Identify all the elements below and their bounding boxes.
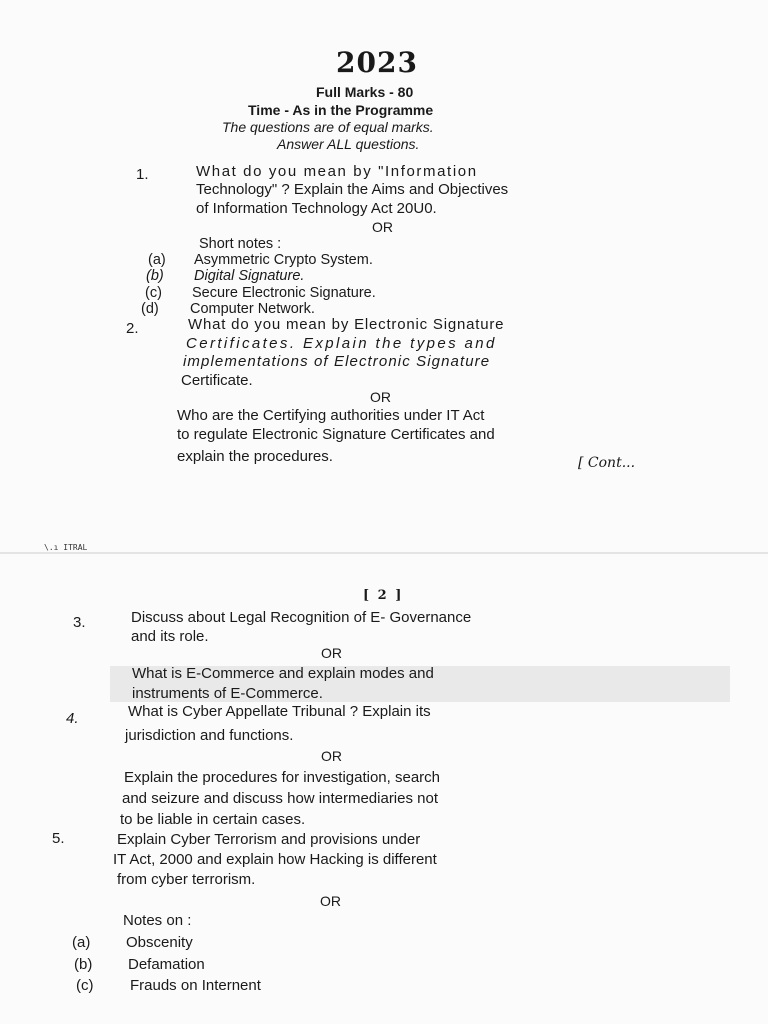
q2-line-4: Certificate. xyxy=(181,372,253,389)
q1-note-b-text: Digital Signature. xyxy=(194,268,305,284)
q3-line-1: Discuss about Legal Recognition of E- Governance xyxy=(131,609,472,626)
q1-short-notes-title: Short notes : xyxy=(199,236,282,252)
q4-line-1: What is Cyber Appellate Tribunal ? Explain its xyxy=(128,703,431,720)
q3-line-2: and its role. xyxy=(131,628,209,645)
q1-note-d-text: Computer Network. xyxy=(190,301,315,317)
q5-notes-title: Notes on : xyxy=(123,912,192,929)
q2-alt-line-3: explain the procedures. xyxy=(177,448,333,465)
q5-line-3: from cyber terrorism. xyxy=(117,871,256,888)
q1-note-c-label: (c) xyxy=(145,285,162,301)
q5-number: 5. xyxy=(52,830,65,847)
q5-line-2: IT Act, 2000 and explain how Hacking is different xyxy=(113,851,437,868)
page-number: [ 2 ] xyxy=(363,588,404,603)
q3-or-divider: OR xyxy=(321,645,342,661)
q4-alt-line-2: and seizure and discuss how intermediaries not xyxy=(122,790,439,807)
equal-marks-note: The questions are of equal marks. xyxy=(222,119,434,135)
exam-year: 2023 xyxy=(336,46,418,79)
q5-note-c-label: (c) xyxy=(76,977,94,994)
q5-note-b-text: Defamation xyxy=(128,956,205,973)
continue-marker: [ Cont... xyxy=(578,455,636,471)
q1-note-d-label: (d) xyxy=(141,301,159,317)
q4-number: 4. xyxy=(66,710,79,727)
q4-alt-line-3: to be liable in certain cases. xyxy=(120,811,306,828)
handwritten-note: \.ı ITRAL xyxy=(44,543,88,552)
q3-number: 3. xyxy=(73,614,86,631)
q3-alt-line-1: What is E-Commerce and explain modes and xyxy=(132,665,434,682)
q4-alt-line-1: Explain the procedures for investigation, search xyxy=(124,769,441,786)
q2-line-3: implementations of Electronic Signature xyxy=(183,353,491,370)
q5-or-divider: OR xyxy=(320,893,341,909)
page-break-divider xyxy=(0,552,768,554)
full-marks: Full Marks - 80 xyxy=(316,84,414,100)
q1-line-3: of Information Technology Act 20U0. xyxy=(196,200,437,217)
q1-note-b-label: (b) xyxy=(146,268,164,284)
q2-alt-line-2: to regulate Electronic Signature Certificates and xyxy=(177,426,495,443)
answer-all-note: Answer ALL questions. xyxy=(277,136,420,152)
q2-line-1: What do you mean by Electronic Signature xyxy=(188,316,505,333)
q2-or-divider: OR xyxy=(370,389,391,405)
q1-line-1: What do you mean by "Information xyxy=(196,163,478,180)
q5-note-b-label: (b) xyxy=(74,956,93,973)
time-line: Time - As in the Programme xyxy=(248,102,434,118)
q1-number: 1. xyxy=(136,166,149,183)
q5-note-a-text: Obscenity xyxy=(126,934,193,951)
q1-line-2: Technology" ? Explain the Aims and Objectives xyxy=(196,181,509,198)
q4-line-2: jurisdiction and functions. xyxy=(125,727,294,744)
q2-number: 2. xyxy=(126,320,139,337)
q5-line-1: Explain Cyber Terrorism and provisions under xyxy=(117,831,421,848)
q4-or-divider: OR xyxy=(321,748,342,764)
q1-or-divider: OR xyxy=(372,219,393,235)
q2-alt-line-1: Who are the Certifying authorities under IT Act xyxy=(177,407,485,424)
q3-alt-line-2: instruments of E-Commerce. xyxy=(132,685,323,702)
q1-note-a-text: Asymmetric Crypto System. xyxy=(194,252,373,268)
q5-note-a-label: (a) xyxy=(72,934,91,951)
q2-line-2: Certificates. Explain the types and xyxy=(186,335,497,352)
q5-note-c-text: Frauds on Internent xyxy=(130,977,261,994)
q1-note-a-label: (a) xyxy=(148,252,166,268)
q1-note-c-text: Secure Electronic Signature. xyxy=(192,285,376,301)
